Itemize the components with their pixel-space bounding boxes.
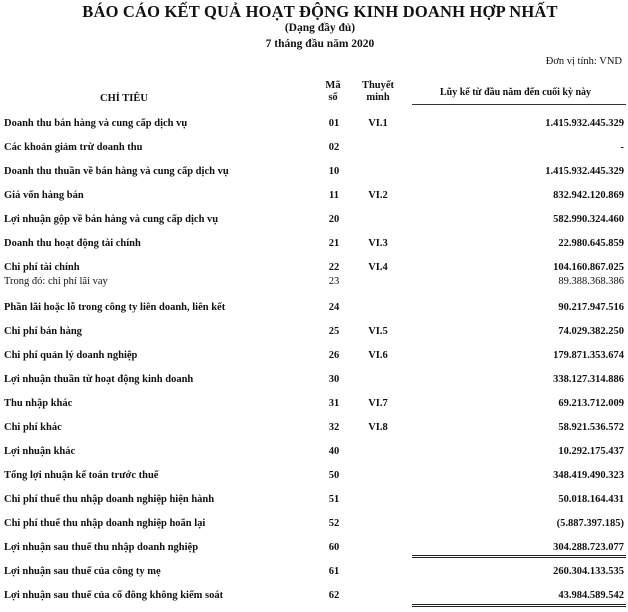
row-code: 20 xyxy=(328,214,340,225)
row-value: 832.942.120.869 xyxy=(553,190,624,201)
row-value: 582.990.324.460 xyxy=(553,214,624,225)
table-row xyxy=(0,588,628,604)
row-value: 1.415.932.445.329 xyxy=(545,118,624,129)
table-row xyxy=(0,300,628,316)
row-value: 1.415.932.445.329 xyxy=(545,166,624,177)
report-title: BÁO CÁO KẾT QUẢ HOẠT ĐỘNG KINH DOANH HỢP NHẤT xyxy=(82,2,558,21)
table-row xyxy=(0,164,628,180)
row-label: Lợi nhuận sau thuế thu nhập doanh nghiệp xyxy=(4,542,199,553)
column-header-code xyxy=(322,80,344,104)
row-label: Doanh thu thuần về bán hàng và cung cấp dịch vụ xyxy=(4,166,229,177)
row-value: 348.419.490.323 xyxy=(553,470,624,481)
row-code: 52 xyxy=(328,518,340,529)
table-row xyxy=(0,516,628,532)
currency-unit: Đơn vị tính: VND xyxy=(545,56,622,67)
column-header-note xyxy=(354,80,402,104)
table-row xyxy=(0,188,628,204)
table-row xyxy=(0,444,628,460)
row-label: Lợi nhuận gộp về bán hàng và cung cấp dịch vụ xyxy=(4,214,219,225)
row-label: Doanh thu hoạt động tài chính xyxy=(4,238,141,249)
row-note: VI.7 xyxy=(368,398,388,409)
row-value: 10.292.175.437 xyxy=(558,446,624,457)
row-code: 61 xyxy=(328,566,340,577)
row-label: Trong đó: chi phí lãi vay xyxy=(4,276,108,287)
row-note: VI.8 xyxy=(368,422,388,433)
total-rule xyxy=(412,604,626,605)
column-header-item: CHỈ TIÊU xyxy=(100,93,148,104)
row-label: Chi phí quản lý doanh nghiệp xyxy=(4,350,138,361)
row-code: 25 xyxy=(328,326,340,337)
row-code: 22 xyxy=(328,262,340,273)
row-note: VI.5 xyxy=(368,326,388,337)
row-label: Các khoản giảm trừ doanh thu xyxy=(4,142,143,153)
column-header-note-line2: minh xyxy=(366,92,390,103)
row-note: VI.3 xyxy=(368,238,388,249)
row-label: Doanh thu bán hàng và cung cấp dịch vụ xyxy=(4,118,188,129)
row-code: 32 xyxy=(328,422,340,433)
table-row xyxy=(0,348,628,364)
table-row xyxy=(0,564,628,580)
row-code: 40 xyxy=(328,446,340,457)
row-value: 74.029.382.250 xyxy=(558,326,624,337)
total-rule xyxy=(412,606,626,607)
row-code: 31 xyxy=(328,398,340,409)
table-row xyxy=(0,140,628,156)
table-row xyxy=(0,468,628,484)
row-value: 22.980.645.859 xyxy=(558,238,624,249)
table-row xyxy=(0,236,628,252)
subtotal-rule xyxy=(412,557,626,558)
row-note: VI.2 xyxy=(368,190,388,201)
subtotal-rule xyxy=(412,555,626,556)
header-divider xyxy=(412,104,626,105)
row-code: 26 xyxy=(328,350,340,361)
row-value: 304.288.723.077 xyxy=(553,542,624,553)
table-row xyxy=(0,324,628,340)
row-code: 11 xyxy=(329,190,339,201)
row-code: 60 xyxy=(328,542,340,553)
row-code: 30 xyxy=(328,374,340,385)
row-value: 338.127.314.886 xyxy=(553,374,624,385)
table-row xyxy=(0,396,628,412)
row-code: 01 xyxy=(328,118,340,129)
row-label: Chi phí khác xyxy=(4,422,62,433)
row-value: 260.304.133.535 xyxy=(553,566,624,577)
table-row xyxy=(0,540,628,556)
row-code: 62 xyxy=(328,590,340,601)
row-label: Lợi nhuận sau thuế của công ty mẹ xyxy=(4,566,161,577)
row-label: Phần lãi hoặc lỗ trong công ty liên doanh, liên kết xyxy=(4,302,226,313)
row-label: Lợi nhuận thuần từ hoạt động kinh doanh xyxy=(4,374,194,385)
column-header-cumulative: Lũy kế từ đầu năm đến cuối kỳ này xyxy=(440,87,592,98)
table-row xyxy=(0,492,628,508)
row-label: Chi phí bán hàng xyxy=(4,326,82,337)
row-value: 58.921.536.572 xyxy=(558,422,624,433)
table-row xyxy=(0,212,628,228)
row-label: Tổng lợi nhuận kế toán trước thuế xyxy=(4,470,159,481)
table-row xyxy=(0,372,628,388)
report-subtitle: (Dạng đầy đủ) xyxy=(284,22,356,34)
row-value: 104.160.867.025 xyxy=(553,262,624,273)
row-label: Chi phí tài chính xyxy=(4,262,80,273)
row-value: - xyxy=(620,142,624,153)
row-label: Thu nhập khác xyxy=(4,398,73,409)
row-code: 02 xyxy=(328,142,340,153)
row-code: 23 xyxy=(328,276,340,287)
table-row xyxy=(0,420,628,436)
row-label: Chi phí thuế thu nhập doanh nghiệp hoãn lại xyxy=(4,518,206,529)
row-value: (5.887.397.185) xyxy=(556,518,624,529)
report-period: 7 tháng đầu năm 2020 xyxy=(265,38,375,50)
row-label: Giá vốn hàng bán xyxy=(4,190,84,201)
row-label: Chi phí thuế thu nhập doanh nghiệp hiện hành xyxy=(4,494,215,505)
row-value: 89.388.368.386 xyxy=(558,276,624,287)
row-value: 90.217.947.516 xyxy=(558,302,624,313)
column-header-code-line1: Mã xyxy=(325,80,341,91)
column-header-note-line1: Thuyết xyxy=(361,80,395,91)
row-code: 21 xyxy=(328,238,340,249)
row-note: VI.6 xyxy=(368,350,388,361)
table-row xyxy=(0,116,628,132)
row-value: 43.984.589.542 xyxy=(558,590,624,601)
table-row xyxy=(0,274,628,290)
row-code: 10 xyxy=(328,166,340,177)
row-value: 69.213.712.009 xyxy=(558,398,624,409)
row-label: Lợi nhuận khác xyxy=(4,446,76,457)
column-header-code-line2: số xyxy=(328,92,338,103)
row-value: 50.018.164.431 xyxy=(558,494,624,505)
row-code: 51 xyxy=(328,494,340,505)
row-code: 24 xyxy=(328,302,340,313)
row-note: VI.4 xyxy=(368,262,388,273)
row-value: 179.871.353.674 xyxy=(553,350,624,361)
row-code: 50 xyxy=(328,470,340,481)
row-label: Lợi nhuận sau thuế của cổ đông không kiểm soát xyxy=(4,590,224,601)
row-note: VI.1 xyxy=(368,118,388,129)
